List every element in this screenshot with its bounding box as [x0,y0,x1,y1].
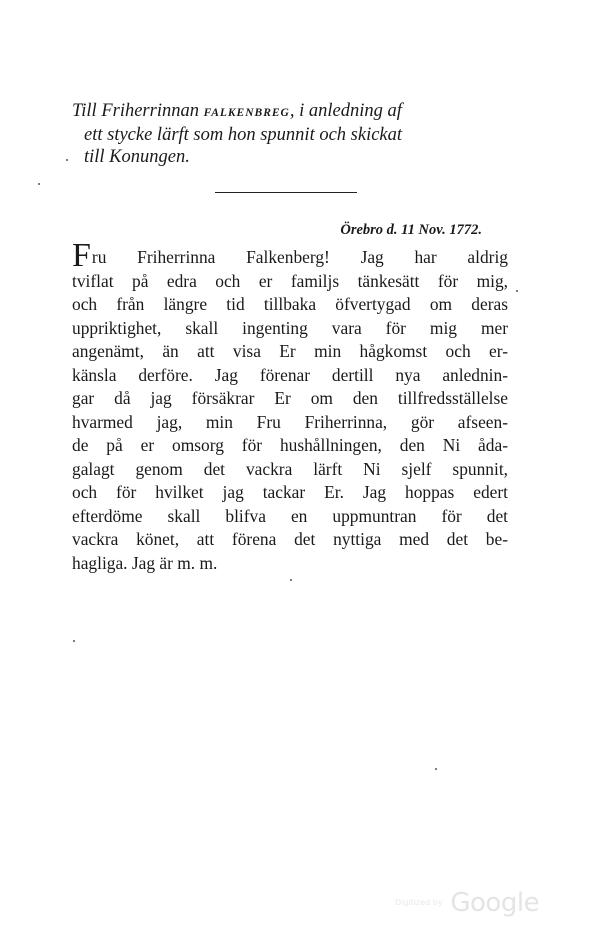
watermark-prefix: Digitized by [395,898,443,907]
body-line: uppriktighet, skall ingenting vara för mig mer [72,317,508,338]
print-speck [435,768,437,770]
body-line: de på er omsorg för hushållningen, den Ni åda- [72,435,508,455]
body-line-first [72,237,508,274]
body-line: och från längre tid tillbaka öfvertygad om deras [72,294,508,314]
letter-body [72,237,508,575]
body-line: tviflat på edra och er familjs tänkesätt för mig, [72,270,508,291]
body-line: efterdöme skall blifva en uppmuntran för det [72,505,508,526]
body-line: angenämt, än att visa Er min hågkomst och er- [72,341,508,361]
print-speck [73,640,75,642]
body-line: känsla derföre. Jag förenar dertill nya anlednin- [72,364,508,385]
heading-line-1 [72,100,512,124]
body-line-last: hagliga. Jag är m. m. [72,552,218,573]
body-line: galagt genom det vackra lärft Ni sjelf spunnit, [72,458,508,479]
heading-prefix: Till Friherrinnan [72,101,204,121]
heading-recipient-name: FALKENBREG [203,107,290,119]
heading-line-3: till Konungen. [84,147,190,167]
drop-cap: F [72,237,91,274]
heading-line-2: ett stycke lärft som hon spunnit och skickat [84,125,403,145]
body-line: hvarmed jag, min Fru Friherrinna, gör afseen- [72,411,508,432]
dateline: Örebro d. 11 Nov. 1772. [340,222,482,238]
digitized-by-google-watermark [395,888,539,918]
print-speck [290,579,292,581]
heading-suffix: , i anledning af [289,101,402,121]
section-divider [215,192,357,193]
body-line: och för hvilket jag tackar Er. Jag hoppas edert [72,482,508,502]
body-line-first-text: ru Friherrinna Falkenberg! Jag har aldrig [91,247,508,267]
watermark-brand: Google [450,888,540,918]
letter-heading [72,100,512,168]
print-speck [66,159,68,161]
print-speck [516,290,518,292]
body-line: vackra könet, att förena det nyttiga med det be- [72,529,508,549]
print-speck [38,183,40,185]
body-line: gar då jag försäkrar Er om den tillfredsställelse [72,388,508,408]
